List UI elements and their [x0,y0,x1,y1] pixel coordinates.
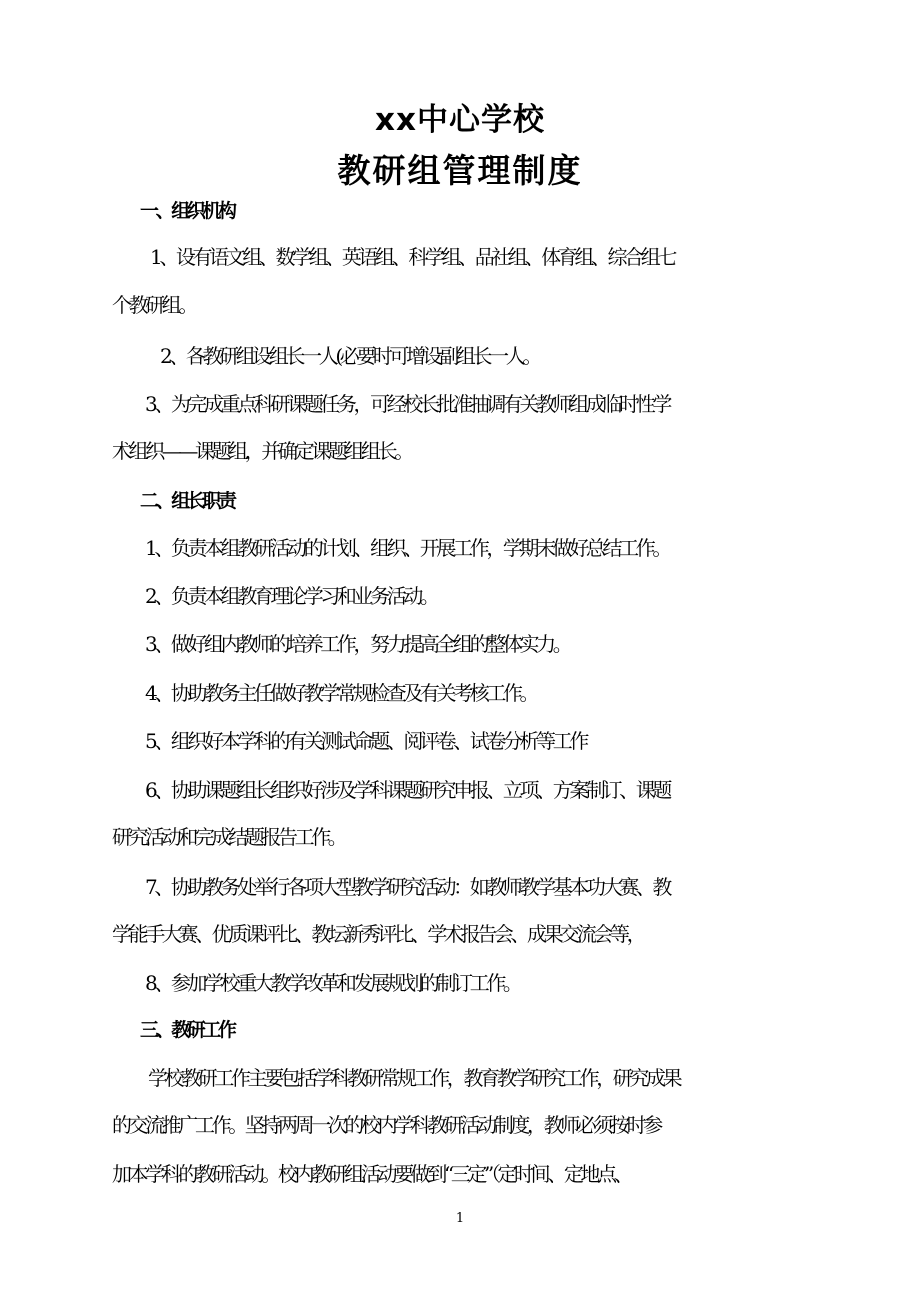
section-heading-teaching-research: 三、教研工作 [140,1019,234,1041]
paragraph-line: 术组织——课题组，并确定课题组组长。 [112,439,411,463]
paragraph-line: 加本学科的教研活动。校内教研组活动要做到“三定”（定时间、定地点、 [112,1162,631,1186]
paragraph-line: 3、为完成重点科研课题任务，可经校长批准抽调有关教师组成临时性学 [145,392,669,416]
paragraph-line: 7、协助教务处举行各项大型教学研究活动：如教师教学基本功大赛、教 [145,875,669,899]
paragraph-line: 2、负责本组教育理论学习和业务活动。 [145,584,437,608]
document-title-line1: xx中心学校 [375,102,545,138]
paragraph-line: 6、协助课题组长组织好涉及学科课题研究申报、立项、方案制订、课题 [145,778,669,802]
paragraph-line: 1、负责本组教研活动的计划、组织、开展工作，学期末做好总结工作。 [145,536,669,560]
paragraph-line: 学能手大赛、优质课评比、教坛新秀评比、学术报告会、成果交流会等， [112,922,644,946]
paragraph-line: 4、协助教务主任做好教学常规检查及有关考核工作。 [145,681,537,705]
paragraph-line: 个教研组。 [112,293,195,317]
paragraph-line: 的交流推广工作。坚持两周一次的校内学科教研活动制度，教师必须按时参 [112,1113,660,1137]
paragraph-line: 8、参加学校重大教学改革和发展规划的制订工作。 [145,971,520,995]
paragraph-line: 研究活动和完成结题报告工作。 [112,825,345,849]
section-heading-leader-duties: 二、组长职责 [140,490,234,512]
paragraph-line: 3、做好组内教师的培养工作，努力提高全组的整体实力。 [145,632,570,656]
page-number: 1 [455,1211,465,1226]
paragraph-line: 学校教研工作主要包括学科教研常规工作，教育教学研究工作，研究成果 [148,1066,680,1090]
paragraph-line: 5、组织好本学科的有关测试命题、阅评卷、试卷分析等工作 [145,729,586,753]
section-heading-organization: 一、组织机构 [140,200,234,222]
paragraph-line: 2、各教研组设组长一人(必要时可增设副组长一人。 [160,344,539,368]
paragraph-line: 1、设有语文组、数学组、英语组、科学组、品社组、体育组、综合组七 [150,245,674,269]
document-title-line2: 教研组管理制度 [337,151,583,190]
